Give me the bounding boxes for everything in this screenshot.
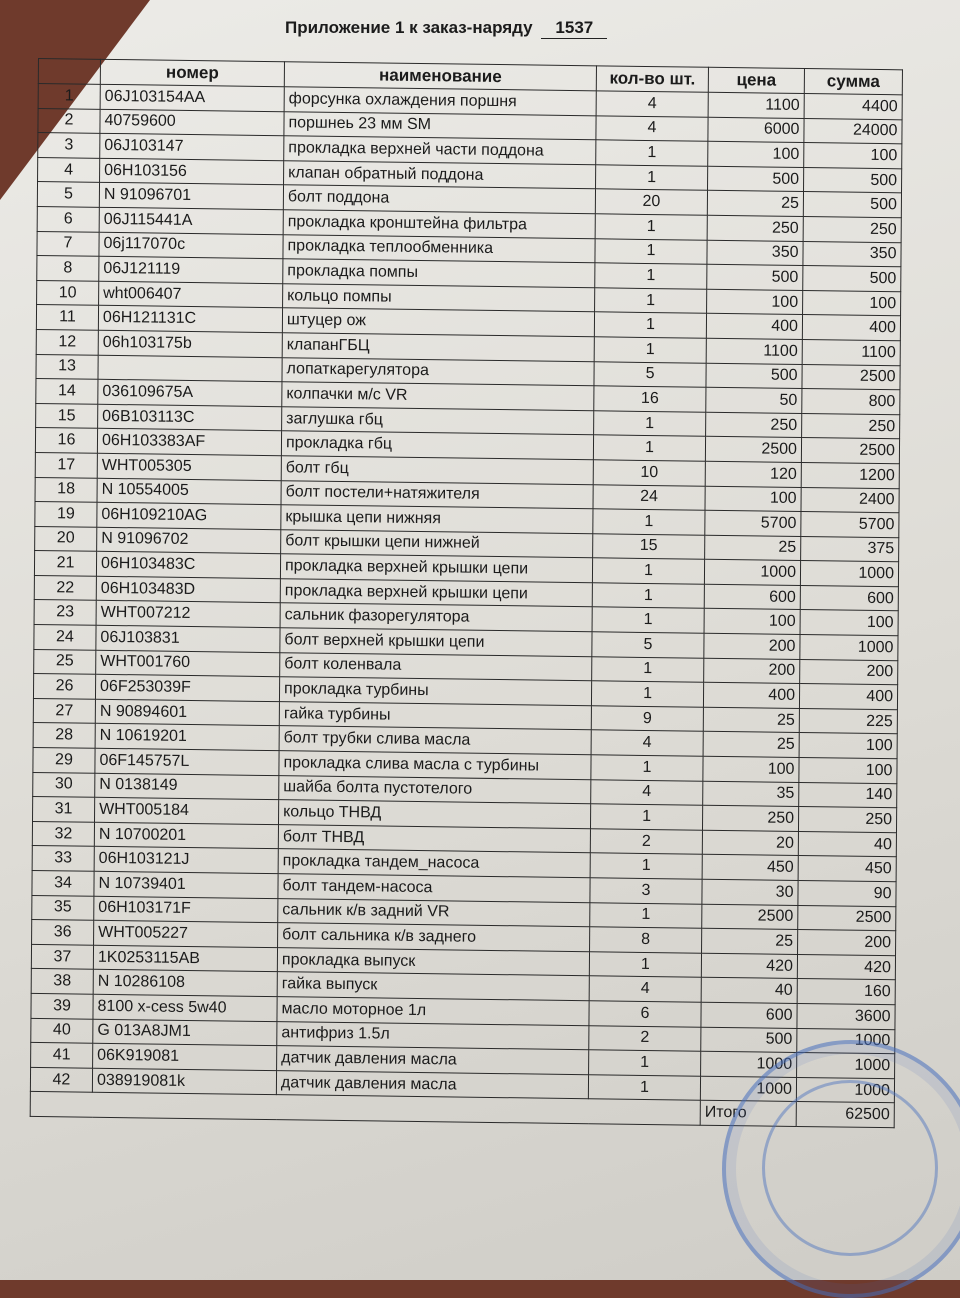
row-index: 24 <box>34 625 96 650</box>
part-code: 06J103831 <box>96 625 280 652</box>
part-name: прокладка верхней крышки цепи <box>280 554 592 583</box>
part-code: 06J121119 <box>99 256 283 283</box>
quantity: 1 <box>592 656 704 682</box>
quantity: 1 <box>592 583 704 609</box>
part-code: 06H103383AF <box>97 429 281 456</box>
row-index: 25 <box>34 649 96 674</box>
part-name: датчик давления масла <box>277 1046 589 1075</box>
unit-price: 35 <box>703 781 799 807</box>
row-index: 18 <box>35 477 97 502</box>
part-code: N 10619201 <box>95 724 279 751</box>
part-code: N 10554005 <box>97 478 281 505</box>
part-name: гайка турбины <box>279 702 591 731</box>
part-code: WHT007212 <box>96 601 280 628</box>
line-sum: 600 <box>800 585 898 611</box>
row-index: 39 <box>31 993 93 1018</box>
line-sum: 100 <box>799 758 897 784</box>
line-sum: 2500 <box>802 364 900 390</box>
unit-price: 100 <box>707 289 803 315</box>
row-index: 13 <box>36 354 98 379</box>
line-sum: 160 <box>797 979 895 1005</box>
part-name: болт поддона <box>283 185 595 214</box>
quantity: 4 <box>596 91 708 117</box>
unit-price: 250 <box>702 805 798 831</box>
part-name: прокладка верхней части поддона <box>284 136 596 165</box>
line-sum: 1200 <box>801 462 899 488</box>
order-number: 1537 <box>541 18 607 39</box>
part-code: N 10700201 <box>94 822 278 849</box>
unit-price: 400 <box>706 314 802 340</box>
unit-price: 200 <box>704 658 800 684</box>
quantity: 1 <box>588 1074 700 1100</box>
quantity: 9 <box>591 706 703 732</box>
line-sum: 400 <box>802 315 900 341</box>
part-name: прокладка верхней крышки цепи <box>280 579 592 608</box>
part-name: поршнеь 23 мм SM <box>284 111 596 140</box>
quantity: 4 <box>591 730 703 756</box>
row-index: 15 <box>36 403 98 428</box>
part-name: сальник к/в задний VR <box>278 898 590 927</box>
quantity: 4 <box>589 976 701 1002</box>
unit-price: 100 <box>703 756 799 782</box>
unit-price: 600 <box>701 1002 797 1028</box>
header-index <box>38 59 100 85</box>
quantity: 2 <box>590 829 702 855</box>
row-index: 1 <box>38 84 100 109</box>
line-sum: 250 <box>803 216 901 242</box>
unit-price: 25 <box>702 928 798 954</box>
line-sum: 250 <box>802 413 900 439</box>
row-index: 27 <box>33 698 95 723</box>
part-name: лопаткарегулятора <box>282 357 594 386</box>
part-name: масло моторное 1л <box>277 997 589 1026</box>
line-sum: 1100 <box>802 339 900 365</box>
quantity: 1 <box>595 238 707 264</box>
line-sum: 1000 <box>800 561 898 587</box>
unit-price: 25 <box>703 732 799 758</box>
unit-price: 20 <box>702 830 798 856</box>
part-name: антифриз 1.5л <box>277 1021 589 1050</box>
part-name: шайба болта пустотелого <box>279 775 591 804</box>
line-sum: 800 <box>802 389 900 415</box>
line-sum: 1000 <box>797 1028 895 1054</box>
line-sum: 4400 <box>804 94 902 120</box>
unit-price: 1000 <box>700 1076 796 1102</box>
unit-price: 1100 <box>706 338 802 364</box>
part-code: 06H103156 <box>100 158 284 185</box>
unit-price: 500 <box>707 264 803 290</box>
part-name: крышка цепи нижняя <box>281 505 593 534</box>
part-code: WHT005305 <box>97 453 281 480</box>
unit-price: 250 <box>707 215 803 241</box>
quantity: 1 <box>592 558 704 584</box>
part-name: болт крышки цепи нижней <box>281 529 593 558</box>
quantity: 1 <box>589 952 701 978</box>
line-sum: 450 <box>798 856 896 882</box>
quantity: 1 <box>596 140 708 166</box>
header-code: номер <box>100 59 284 86</box>
part-code: 038919081k <box>92 1068 276 1095</box>
part-code: 06F145757L <box>95 748 279 775</box>
part-name: колпачки м/с VR <box>282 382 594 411</box>
row-index: 17 <box>35 452 97 477</box>
line-sum: 200 <box>798 930 896 956</box>
unit-price: 25 <box>707 191 803 217</box>
line-sum: 2400 <box>801 487 899 513</box>
unit-price: 1000 <box>701 1051 797 1077</box>
line-sum: 350 <box>803 241 901 267</box>
line-sum: 40 <box>798 831 896 857</box>
row-index: 4 <box>38 157 100 182</box>
quantity: 4 <box>591 779 703 805</box>
unit-price: 200 <box>704 633 800 659</box>
table-body <box>30 84 902 1104</box>
part-name: прокладка помпы <box>283 259 595 288</box>
part-code: 06h103175b <box>98 330 282 357</box>
row-index: 41 <box>31 1043 93 1068</box>
part-code: 06H109210AG <box>97 502 281 529</box>
quantity: 2 <box>589 1025 701 1051</box>
unit-price: 100 <box>708 141 804 167</box>
part-code: 06F253039F <box>95 675 279 702</box>
row-index: 5 <box>37 182 99 207</box>
quantity: 1 <box>596 165 708 191</box>
row-index: 3 <box>38 133 100 158</box>
unit-price: 25 <box>705 535 801 561</box>
quantity: 1 <box>591 755 703 781</box>
part-code: WHT001760 <box>96 650 280 677</box>
part-code: 40759600 <box>100 109 284 136</box>
unit-price: 30 <box>702 879 798 905</box>
header-price: цена <box>708 67 804 93</box>
line-sum: 500 <box>803 192 901 218</box>
row-index: 38 <box>31 969 93 994</box>
quantity: 1 <box>590 804 702 830</box>
part-code: wht006407 <box>99 281 283 308</box>
total-value: 62500 <box>796 1102 894 1128</box>
part-name: кольцо помпы <box>283 283 595 312</box>
part-code: 06H103483D <box>96 576 280 603</box>
line-sum: 500 <box>804 167 902 193</box>
line-sum: 100 <box>804 143 902 169</box>
row-index: 40 <box>31 1018 93 1043</box>
line-sum: 500 <box>803 266 901 292</box>
row-index: 23 <box>34 600 96 625</box>
quantity: 1 <box>594 312 706 338</box>
unit-price: 100 <box>705 486 801 512</box>
quantity: 1 <box>591 681 703 707</box>
row-index: 37 <box>31 944 93 969</box>
quantity: 5 <box>594 361 706 387</box>
unit-price: 400 <box>703 682 799 708</box>
line-sum: 1000 <box>797 1053 895 1079</box>
part-code: 1K0253115AB <box>93 945 277 972</box>
row-index: 21 <box>34 551 96 576</box>
quantity: 20 <box>595 189 707 215</box>
part-name: прокладка слива масла с турбины <box>279 751 591 780</box>
quantity: 1 <box>593 435 705 461</box>
row-index: 28 <box>33 723 95 748</box>
unit-price: 50 <box>706 387 802 413</box>
part-name: датчик давления масла <box>276 1070 588 1099</box>
row-index: 29 <box>33 747 95 772</box>
part-name: прокладка гбц <box>281 431 593 460</box>
row-index: 12 <box>36 329 98 354</box>
part-code: 06H121131C <box>98 306 282 333</box>
row-index: 2 <box>38 108 100 133</box>
quantity: 1 <box>590 853 702 879</box>
unit-price: 6000 <box>708 117 804 143</box>
part-name: болт верхней крышки цепи <box>280 628 592 657</box>
unit-price: 40 <box>701 978 797 1004</box>
parts-table <box>30 58 903 1128</box>
stamp-inner-ring <box>762 1080 938 1256</box>
part-name: болт ТНВД <box>278 824 590 853</box>
row-index: 22 <box>34 575 96 600</box>
row-index: 11 <box>36 305 98 330</box>
part-code: N 10286108 <box>93 970 277 997</box>
line-sum: 250 <box>798 807 896 833</box>
part-name: болт тандем-насоса <box>278 874 590 903</box>
part-name: клапан обратный поддона <box>284 161 596 190</box>
unit-price: 500 <box>706 363 802 389</box>
page-title <box>285 18 745 39</box>
line-sum: 90 <box>798 880 896 906</box>
row-index: 7 <box>37 231 99 256</box>
line-sum: 2500 <box>801 438 899 464</box>
part-code: 8100 x-cess 5w40 <box>93 994 277 1021</box>
quantity: 24 <box>593 484 705 510</box>
line-sum: 1000 <box>800 635 898 661</box>
part-name: сальник фазорегулятора <box>280 603 592 632</box>
line-sum: 1000 <box>796 1077 894 1103</box>
row-index: 30 <box>33 772 95 797</box>
part-name: прокладка теплообменника <box>283 234 595 263</box>
line-sum: 2500 <box>798 905 896 931</box>
quantity: 10 <box>593 460 705 486</box>
unit-price: 1100 <box>708 92 804 118</box>
title-text: Приложение 1 к заказ-наряду <box>285 18 533 37</box>
quantity: 1 <box>593 509 705 535</box>
header-sum: сумма <box>804 69 902 95</box>
unit-price: 25 <box>703 707 799 733</box>
line-sum: 24000 <box>804 118 902 144</box>
line-sum: 225 <box>799 708 897 734</box>
part-name: прокладка кронштейна фильтра <box>283 210 595 239</box>
line-sum: 140 <box>799 782 897 808</box>
row-index: 6 <box>37 206 99 231</box>
line-sum: 5700 <box>801 512 899 538</box>
part-code: 06J103154AA <box>100 84 284 111</box>
unit-price: 500 <box>701 1027 797 1053</box>
row-index: 14 <box>36 379 98 404</box>
header-qty: кол-во шт. <box>596 66 708 92</box>
line-sum: 100 <box>803 290 901 316</box>
unit-price: 600 <box>704 584 800 610</box>
part-name: заглушка гбц <box>282 406 594 435</box>
quantity: 1 <box>590 902 702 928</box>
unit-price: 350 <box>707 240 803 266</box>
part-code: 06j117070c <box>99 232 283 259</box>
quantity: 1 <box>595 288 707 314</box>
line-sum: 100 <box>799 733 897 759</box>
part-name: болт постели+натяжителя <box>281 480 593 509</box>
part-code: 06B103113C <box>98 404 282 431</box>
quantity: 4 <box>596 115 708 141</box>
part-name: болт гбц <box>281 456 593 485</box>
line-sum: 400 <box>799 684 897 710</box>
line-sum: 100 <box>800 610 898 636</box>
line-sum: 375 <box>801 536 899 562</box>
quantity: 15 <box>593 533 705 559</box>
row-index: 34 <box>32 870 94 895</box>
part-name: кольцо ТНВД <box>278 800 590 829</box>
quantity: 1 <box>595 214 707 240</box>
part-code: 06J103147 <box>100 134 284 161</box>
row-index: 32 <box>32 821 94 846</box>
quantity: 8 <box>590 927 702 953</box>
part-name: штуцер ож <box>282 308 594 337</box>
unit-price: 2500 <box>702 904 798 930</box>
row-index: 19 <box>35 502 97 527</box>
row-index: 31 <box>33 797 95 822</box>
part-code: N 0138149 <box>95 773 279 800</box>
part-name: клапанГБЦ <box>282 333 594 362</box>
row-index: 36 <box>32 920 94 945</box>
part-code: N 91096701 <box>99 183 283 210</box>
unit-price: 1000 <box>704 560 800 586</box>
row-index: 26 <box>33 674 95 699</box>
row-index: 33 <box>32 846 94 871</box>
quantity: 1 <box>589 1050 701 1076</box>
part-name: форсунка охлаждения поршня <box>284 87 596 116</box>
row-index: 42 <box>30 1067 92 1092</box>
unit-price: 2500 <box>705 437 801 463</box>
quantity: 6 <box>589 1001 701 1027</box>
line-sum: 200 <box>800 659 898 685</box>
part-name: гайка выпуск <box>277 972 589 1001</box>
part-code: 06H103171F <box>94 896 278 923</box>
part-name: болт коленвала <box>280 652 592 681</box>
quantity: 1 <box>594 411 706 437</box>
part-code: G 013A8JM1 <box>93 1019 277 1046</box>
unit-price: 250 <box>706 412 802 438</box>
row-index: 10 <box>37 280 99 305</box>
part-name: болт сальника к/в заднего <box>278 923 590 952</box>
total-label: Итого <box>700 1101 796 1127</box>
quantity: 1 <box>592 607 704 633</box>
unit-price: 120 <box>705 461 801 487</box>
part-code <box>98 355 282 382</box>
part-code: N 10739401 <box>94 871 278 898</box>
unit-price: 450 <box>702 855 798 881</box>
quantity: 16 <box>594 386 706 412</box>
part-code: N 91096702 <box>97 527 281 554</box>
row-index: 16 <box>35 428 97 453</box>
quantity: 1 <box>594 337 706 363</box>
row-index: 8 <box>37 256 99 281</box>
part-name: прокладка выпуск <box>277 947 589 976</box>
unit-price: 100 <box>704 609 800 635</box>
header-name: наименование <box>284 62 596 91</box>
unit-price: 420 <box>701 953 797 979</box>
row-index: 35 <box>32 895 94 920</box>
part-name: прокладка тандем_насоса <box>278 849 590 878</box>
part-code: WHT005227 <box>94 920 278 947</box>
part-code: WHT005184 <box>95 797 279 824</box>
part-name: болт трубки слива масла <box>279 726 591 755</box>
line-sum: 420 <box>797 954 895 980</box>
unit-price: 5700 <box>705 510 801 536</box>
line-sum: 3600 <box>797 1003 895 1029</box>
quantity: 1 <box>595 263 707 289</box>
part-code: N 90894601 <box>95 699 279 726</box>
part-code: 06H103483C <box>96 552 280 579</box>
part-code: 06J115441A <box>99 207 283 234</box>
part-code: 036109675A <box>98 379 282 406</box>
part-code: 06H103121J <box>94 847 278 874</box>
quantity: 5 <box>592 632 704 658</box>
row-index: 20 <box>35 526 97 551</box>
part-name: прокладка турбины <box>279 677 591 706</box>
quantity: 3 <box>590 878 702 904</box>
unit-price: 500 <box>708 166 804 192</box>
part-code: 06K919081 <box>93 1043 277 1070</box>
